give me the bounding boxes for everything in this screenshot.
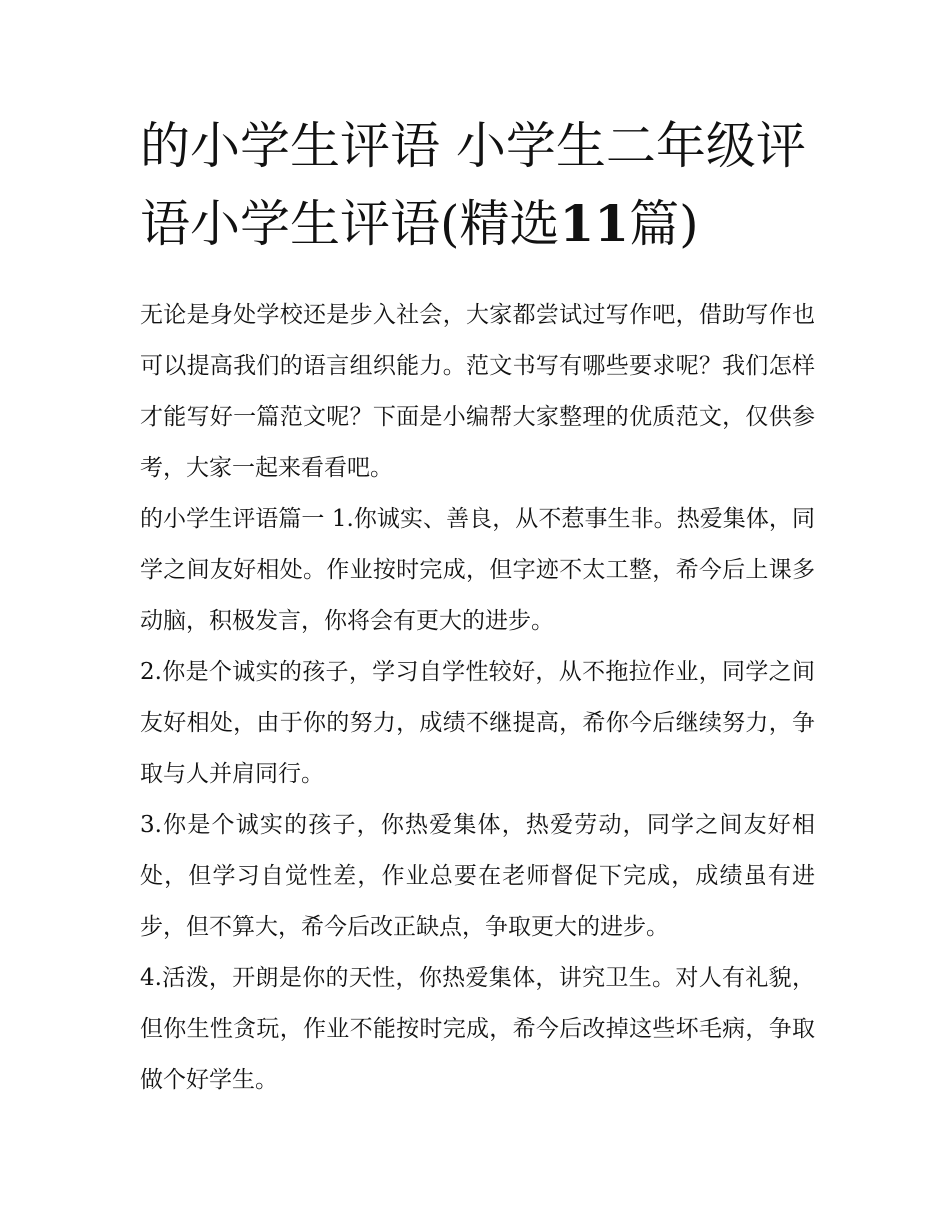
comment-paragraph-1: 的小学生评语篇一 1.你诚实、善良，从不惹事生非。热爱集体，同学之间友好相处。作业按时完成，但字迹不太工整，希今后上课多动脑，积极发言，你将会有更大的进步。 (140, 506, 815, 634)
document-page (140, 108, 815, 1106)
title-suffix: 篇) (629, 195, 699, 253)
intro-paragraph: 无论是身处学校还是步入社会，大家都尝试过写作吧，借助写作也可以提高我们的语言组织能力。范文书写有哪些要求呢？我们怎样才能写好一篇范文呢？下面是小编帮大家整理的优质范文，仅供参考，大家一起来看看吧。 (140, 302, 815, 481)
document-title (140, 108, 815, 263)
comment-paragraph-4: 4.活泼，开朗是你的天性，你热爱集体，讲究卫生。对人有礼貌，但你生性贪玩，作业不能按时完成，希今后改掉这些坏毛病，争取做个好学生。 (140, 965, 815, 1093)
comment-paragraph-3: 3.你是个诚实的孩子，你热爱集体，热爱劳动，同学之间友好相处，但学习自觉性差，作业总要在老师督促下完成，成绩虽有进步，但不算大，希今后改正缺点，争取更大的进步。 (140, 812, 815, 940)
comment-paragraph-2: 2.你是个诚实的孩子，学习自学性较好，从不拖拉作业，同学之间友好相处，由于你的努力，成绩不继提高，希你今后继续努力，争取与人并肩同行。 (140, 659, 815, 787)
title-text: 的小学生评语 小学生二年级评语小学生评语(精选 (140, 117, 806, 253)
title-number: 11 (559, 194, 630, 253)
document-body (140, 290, 815, 1106)
